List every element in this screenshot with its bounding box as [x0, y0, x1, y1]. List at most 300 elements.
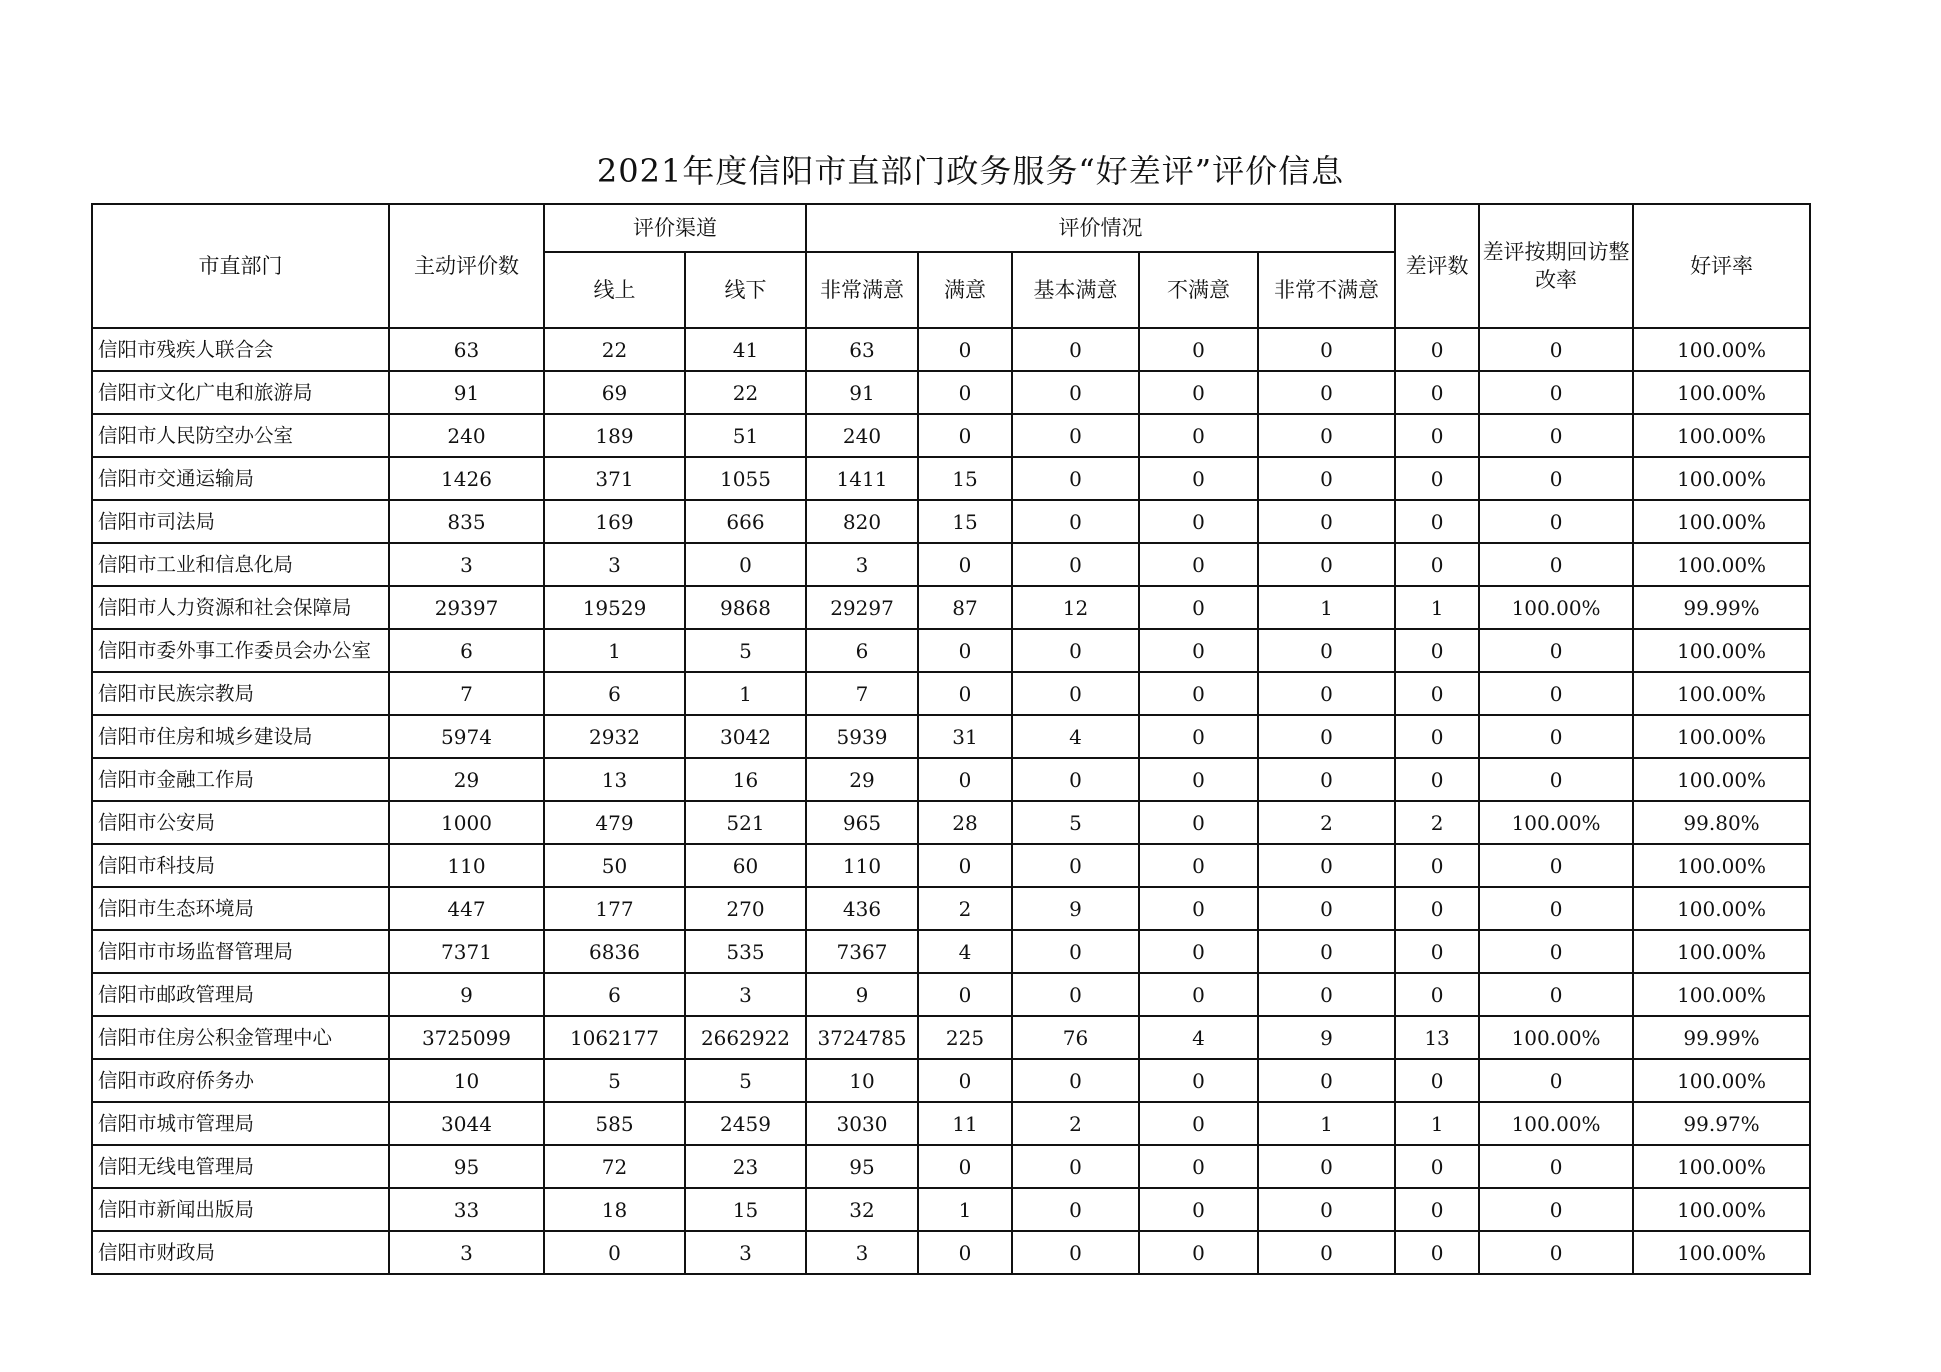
unsatisfied-cell: 0 — [1139, 1102, 1258, 1145]
very-satisfied-cell: 820 — [806, 500, 918, 543]
online-cell: 13 — [544, 758, 685, 801]
basic-satisfied-cell: 0 — [1012, 1145, 1139, 1188]
good-rate-cell: 100.00% — [1633, 973, 1810, 1016]
very-unsatisfied-cell: 0 — [1258, 758, 1395, 801]
rectify-rate-cell: 100.00% — [1479, 586, 1633, 629]
good-rate-cell: 99.97% — [1633, 1102, 1810, 1145]
good-rate-cell: 100.00% — [1633, 758, 1810, 801]
very-satisfied-cell: 436 — [806, 887, 918, 930]
good-rate-cell: 100.00% — [1633, 1188, 1810, 1231]
offline-cell: 1055 — [685, 457, 806, 500]
basic-satisfied-cell: 0 — [1012, 328, 1139, 371]
table-row — [92, 543, 1810, 586]
online-cell: 177 — [544, 887, 685, 930]
very-unsatisfied-cell: 0 — [1258, 371, 1395, 414]
very-satisfied-cell: 5939 — [806, 715, 918, 758]
satisfied-cell: 4 — [918, 930, 1012, 973]
online-cell: 6 — [544, 973, 685, 1016]
online-cell: 22 — [544, 328, 685, 371]
satisfied-cell: 225 — [918, 1016, 1012, 1059]
unsatisfied-cell: 0 — [1139, 1231, 1258, 1274]
unsatisfied-cell: 0 — [1139, 973, 1258, 1016]
satisfied-cell: 15 — [918, 457, 1012, 500]
dept-cell: 信阳市残疾人联合会 — [92, 328, 389, 371]
very-unsatisfied-cell: 0 — [1258, 1231, 1395, 1274]
good-rate-cell: 100.00% — [1633, 844, 1810, 887]
unsatisfied-cell: 0 — [1139, 801, 1258, 844]
satisfied-cell: 0 — [918, 844, 1012, 887]
header-very-satisfied: 非常满意 — [806, 252, 918, 328]
active-count-cell: 6 — [389, 629, 544, 672]
very-satisfied-cell: 1411 — [806, 457, 918, 500]
header-unsatisfied: 不满意 — [1139, 252, 1258, 328]
bad-count-cell: 0 — [1395, 1145, 1479, 1188]
header-basic-satisfied: 基本满意 — [1012, 252, 1139, 328]
table-row — [92, 844, 1810, 887]
basic-satisfied-cell: 0 — [1012, 1188, 1139, 1231]
bad-count-cell: 0 — [1395, 930, 1479, 973]
very-satisfied-cell: 10 — [806, 1059, 918, 1102]
evaluation-table — [91, 203, 1811, 1275]
very-unsatisfied-cell: 0 — [1258, 1145, 1395, 1188]
satisfied-cell: 0 — [918, 371, 1012, 414]
online-cell: 2932 — [544, 715, 685, 758]
very-unsatisfied-cell: 0 — [1258, 328, 1395, 371]
rectify-rate-cell: 0 — [1479, 371, 1633, 414]
dept-cell: 信阳市财政局 — [92, 1231, 389, 1274]
unsatisfied-cell: 0 — [1139, 629, 1258, 672]
very-unsatisfied-cell: 0 — [1258, 930, 1395, 973]
very-unsatisfied-cell: 0 — [1258, 715, 1395, 758]
online-cell: 0 — [544, 1231, 685, 1274]
table-row — [92, 887, 1810, 930]
offline-cell: 270 — [685, 887, 806, 930]
offline-cell: 3 — [685, 1231, 806, 1274]
satisfied-cell: 1 — [918, 1188, 1012, 1231]
very-satisfied-cell: 7 — [806, 672, 918, 715]
very-unsatisfied-cell: 1 — [1258, 1102, 1395, 1145]
satisfied-cell: 15 — [918, 500, 1012, 543]
table-row — [92, 715, 1810, 758]
table-row — [92, 1016, 1810, 1059]
online-cell: 169 — [544, 500, 685, 543]
dept-cell: 信阳市司法局 — [92, 500, 389, 543]
table-row — [92, 801, 1810, 844]
offline-cell: 41 — [685, 328, 806, 371]
active-count-cell: 7 — [389, 672, 544, 715]
active-count-cell: 835 — [389, 500, 544, 543]
very-unsatisfied-cell: 0 — [1258, 887, 1395, 930]
dept-cell: 信阳市委外事工作委员会办公室 — [92, 629, 389, 672]
header-satisfied: 满意 — [918, 252, 1012, 328]
active-count-cell: 7371 — [389, 930, 544, 973]
offline-cell: 0 — [685, 543, 806, 586]
good-rate-cell: 100.00% — [1633, 328, 1810, 371]
rectify-rate-cell: 0 — [1479, 543, 1633, 586]
dept-cell: 信阳市文化广电和旅游局 — [92, 371, 389, 414]
very-unsatisfied-cell: 0 — [1258, 629, 1395, 672]
rectify-rate-cell: 0 — [1479, 844, 1633, 887]
good-rate-cell: 100.00% — [1633, 629, 1810, 672]
bad-count-cell: 0 — [1395, 328, 1479, 371]
online-cell: 479 — [544, 801, 685, 844]
basic-satisfied-cell: 0 — [1012, 1231, 1139, 1274]
table-row — [92, 371, 1810, 414]
online-cell: 189 — [544, 414, 685, 457]
active-count-cell: 29397 — [389, 586, 544, 629]
active-count-cell: 9 — [389, 973, 544, 1016]
header-bad-count: 差评数 — [1395, 204, 1479, 328]
good-rate-cell: 100.00% — [1633, 371, 1810, 414]
table-row — [92, 586, 1810, 629]
table-row — [92, 500, 1810, 543]
active-count-cell: 91 — [389, 371, 544, 414]
unsatisfied-cell: 0 — [1139, 844, 1258, 887]
bad-count-cell: 0 — [1395, 758, 1479, 801]
rectify-rate-cell: 0 — [1479, 1145, 1633, 1188]
online-cell: 50 — [544, 844, 685, 887]
offline-cell: 9868 — [685, 586, 806, 629]
satisfied-cell: 0 — [918, 414, 1012, 457]
bad-count-cell: 1 — [1395, 586, 1479, 629]
table-row — [92, 672, 1810, 715]
header-very-unsatisfied: 非常不满意 — [1258, 252, 1395, 328]
satisfied-cell: 0 — [918, 328, 1012, 371]
good-rate-cell: 100.00% — [1633, 672, 1810, 715]
very-satisfied-cell: 3 — [806, 543, 918, 586]
satisfied-cell: 0 — [918, 973, 1012, 1016]
satisfied-cell: 0 — [918, 672, 1012, 715]
bad-count-cell: 0 — [1395, 543, 1479, 586]
bad-count-cell: 0 — [1395, 457, 1479, 500]
unsatisfied-cell: 0 — [1139, 543, 1258, 586]
very-satisfied-cell: 63 — [806, 328, 918, 371]
online-cell: 6836 — [544, 930, 685, 973]
very-unsatisfied-cell: 0 — [1258, 543, 1395, 586]
bad-count-cell: 2 — [1395, 801, 1479, 844]
very-satisfied-cell: 32 — [806, 1188, 918, 1231]
page-title: 2021年度信阳市直部门政务服务“好差评”评价信息 — [596, 152, 1345, 190]
offline-cell: 1 — [685, 672, 806, 715]
table-row — [92, 414, 1810, 457]
unsatisfied-cell: 0 — [1139, 1145, 1258, 1188]
table-row — [92, 1188, 1810, 1231]
very-unsatisfied-cell: 0 — [1258, 973, 1395, 1016]
basic-satisfied-cell: 0 — [1012, 543, 1139, 586]
dept-cell: 信阳市邮政管理局 — [92, 973, 389, 1016]
good-rate-cell: 100.00% — [1633, 1059, 1810, 1102]
table-body — [92, 328, 1810, 1274]
basic-satisfied-cell: 4 — [1012, 715, 1139, 758]
active-count-cell: 5974 — [389, 715, 544, 758]
good-rate-cell: 100.00% — [1633, 414, 1810, 457]
online-cell: 585 — [544, 1102, 685, 1145]
good-rate-cell: 100.00% — [1633, 1145, 1810, 1188]
unsatisfied-cell: 0 — [1139, 500, 1258, 543]
active-count-cell: 1426 — [389, 457, 544, 500]
dept-cell: 信阳市交通运输局 — [92, 457, 389, 500]
rectify-rate-cell: 100.00% — [1479, 801, 1633, 844]
very-satisfied-cell: 29 — [806, 758, 918, 801]
very-satisfied-cell: 240 — [806, 414, 918, 457]
good-rate-cell: 99.99% — [1633, 586, 1810, 629]
rectify-rate-cell: 0 — [1479, 715, 1633, 758]
unsatisfied-cell: 0 — [1139, 887, 1258, 930]
very-satisfied-cell: 7367 — [806, 930, 918, 973]
offline-cell: 5 — [685, 629, 806, 672]
very-satisfied-cell: 29297 — [806, 586, 918, 629]
online-cell: 1 — [544, 629, 685, 672]
unsatisfied-cell: 0 — [1139, 930, 1258, 973]
rectify-rate-cell: 0 — [1479, 672, 1633, 715]
unsatisfied-cell: 0 — [1139, 758, 1258, 801]
basic-satisfied-cell: 0 — [1012, 758, 1139, 801]
table-header — [92, 204, 1810, 328]
bad-count-cell: 13 — [1395, 1016, 1479, 1059]
online-cell: 19529 — [544, 586, 685, 629]
dept-cell: 信阳市工业和信息化局 — [92, 543, 389, 586]
satisfied-cell: 0 — [918, 629, 1012, 672]
very-unsatisfied-cell: 0 — [1258, 500, 1395, 543]
table-row — [92, 1059, 1810, 1102]
offline-cell: 2662922 — [685, 1016, 806, 1059]
dept-cell: 信阳市市场监督管理局 — [92, 930, 389, 973]
satisfied-cell: 11 — [918, 1102, 1012, 1145]
bad-count-cell: 0 — [1395, 500, 1479, 543]
rectify-rate-cell: 100.00% — [1479, 1016, 1633, 1059]
online-cell: 6 — [544, 672, 685, 715]
very-unsatisfied-cell: 2 — [1258, 801, 1395, 844]
unsatisfied-cell: 0 — [1139, 1188, 1258, 1231]
bad-count-cell: 1 — [1395, 1102, 1479, 1145]
header-dept: 市直部门 — [92, 204, 389, 328]
offline-cell: 16 — [685, 758, 806, 801]
basic-satisfied-cell: 0 — [1012, 629, 1139, 672]
dept-cell: 信阳市公安局 — [92, 801, 389, 844]
unsatisfied-cell: 4 — [1139, 1016, 1258, 1059]
offline-cell: 15 — [685, 1188, 806, 1231]
rectify-rate-cell: 0 — [1479, 758, 1633, 801]
offline-cell: 521 — [685, 801, 806, 844]
very-satisfied-cell: 3030 — [806, 1102, 918, 1145]
bad-count-cell: 0 — [1395, 715, 1479, 758]
rectify-rate-cell: 0 — [1479, 1231, 1633, 1274]
header-active-count: 主动评价数 — [389, 204, 544, 328]
good-rate-cell: 100.00% — [1633, 500, 1810, 543]
active-count-cell: 33 — [389, 1188, 544, 1231]
rectify-rate-cell: 0 — [1479, 973, 1633, 1016]
header-channel: 评价渠道 — [544, 204, 806, 252]
very-satisfied-cell: 110 — [806, 844, 918, 887]
bad-count-cell: 0 — [1395, 844, 1479, 887]
table-row — [92, 629, 1810, 672]
satisfied-cell: 0 — [918, 1059, 1012, 1102]
table-row — [92, 973, 1810, 1016]
very-satisfied-cell: 9 — [806, 973, 918, 1016]
bad-count-cell: 0 — [1395, 629, 1479, 672]
active-count-cell: 29 — [389, 758, 544, 801]
unsatisfied-cell: 0 — [1139, 328, 1258, 371]
basic-satisfied-cell: 0 — [1012, 500, 1139, 543]
active-count-cell: 3 — [389, 543, 544, 586]
very-unsatisfied-cell: 0 — [1258, 457, 1395, 500]
offline-cell: 3 — [685, 973, 806, 1016]
dept-cell: 信阳市民族宗教局 — [92, 672, 389, 715]
good-rate-cell: 100.00% — [1633, 457, 1810, 500]
good-rate-cell: 100.00% — [1633, 715, 1810, 758]
offline-cell: 60 — [685, 844, 806, 887]
basic-satisfied-cell: 0 — [1012, 457, 1139, 500]
dept-cell: 信阳市城市管理局 — [92, 1102, 389, 1145]
online-cell: 69 — [544, 371, 685, 414]
satisfied-cell: 28 — [918, 801, 1012, 844]
dept-cell: 信阳市人民防空办公室 — [92, 414, 389, 457]
active-count-cell: 3 — [389, 1231, 544, 1274]
basic-satisfied-cell: 76 — [1012, 1016, 1139, 1059]
dept-cell: 信阳无线电管理局 — [92, 1145, 389, 1188]
rectify-rate-cell: 0 — [1479, 500, 1633, 543]
very-unsatisfied-cell: 1 — [1258, 586, 1395, 629]
bad-count-cell: 0 — [1395, 1231, 1479, 1274]
basic-satisfied-cell: 2 — [1012, 1102, 1139, 1145]
table-row — [92, 930, 1810, 973]
very-satisfied-cell: 3 — [806, 1231, 918, 1274]
basic-satisfied-cell: 0 — [1012, 930, 1139, 973]
satisfied-cell: 0 — [918, 758, 1012, 801]
basic-satisfied-cell: 0 — [1012, 414, 1139, 457]
good-rate-cell: 99.99% — [1633, 1016, 1810, 1059]
bad-count-cell: 0 — [1395, 973, 1479, 1016]
table-row — [92, 758, 1810, 801]
unsatisfied-cell: 0 — [1139, 672, 1258, 715]
rectify-rate-cell: 0 — [1479, 328, 1633, 371]
header-rectify-rate: 差评按期回访整改率 — [1479, 204, 1633, 328]
online-cell: 18 — [544, 1188, 685, 1231]
header-online: 线上 — [544, 252, 685, 328]
basic-satisfied-cell: 9 — [1012, 887, 1139, 930]
unsatisfied-cell: 0 — [1139, 1059, 1258, 1102]
very-satisfied-cell: 965 — [806, 801, 918, 844]
dept-cell: 信阳市科技局 — [92, 844, 389, 887]
unsatisfied-cell: 0 — [1139, 715, 1258, 758]
unsatisfied-cell: 0 — [1139, 371, 1258, 414]
very-unsatisfied-cell: 0 — [1258, 672, 1395, 715]
basic-satisfied-cell: 0 — [1012, 844, 1139, 887]
rectify-rate-cell: 0 — [1479, 887, 1633, 930]
dept-cell: 信阳市住房和城乡建设局 — [92, 715, 389, 758]
offline-cell: 5 — [685, 1059, 806, 1102]
satisfied-cell: 0 — [918, 543, 1012, 586]
unsatisfied-cell: 0 — [1139, 586, 1258, 629]
table-row — [92, 1231, 1810, 1274]
rectify-rate-cell: 100.00% — [1479, 1102, 1633, 1145]
online-cell: 3 — [544, 543, 685, 586]
active-count-cell: 110 — [389, 844, 544, 887]
header-situation: 评价情况 — [806, 204, 1395, 252]
basic-satisfied-cell: 0 — [1012, 371, 1139, 414]
very-unsatisfied-cell: 0 — [1258, 844, 1395, 887]
active-count-cell: 3044 — [389, 1102, 544, 1145]
very-unsatisfied-cell: 0 — [1258, 1188, 1395, 1231]
active-count-cell: 240 — [389, 414, 544, 457]
basic-satisfied-cell: 5 — [1012, 801, 1139, 844]
table-row — [92, 328, 1810, 371]
offline-cell: 22 — [685, 371, 806, 414]
satisfied-cell: 2 — [918, 887, 1012, 930]
rectify-rate-cell: 0 — [1479, 457, 1633, 500]
offline-cell: 2459 — [685, 1102, 806, 1145]
active-count-cell: 1000 — [389, 801, 544, 844]
bad-count-cell: 0 — [1395, 672, 1479, 715]
rectify-rate-cell: 0 — [1479, 629, 1633, 672]
bad-count-cell: 0 — [1395, 887, 1479, 930]
rectify-rate-cell: 0 — [1479, 1059, 1633, 1102]
table-row — [92, 1145, 1810, 1188]
offline-cell: 23 — [685, 1145, 806, 1188]
header-good-rate: 好评率 — [1633, 204, 1810, 328]
satisfied-cell: 0 — [918, 1231, 1012, 1274]
dept-cell: 信阳市新闻出版局 — [92, 1188, 389, 1231]
good-rate-cell: 99.80% — [1633, 801, 1810, 844]
very-satisfied-cell: 91 — [806, 371, 918, 414]
basic-satisfied-cell: 0 — [1012, 973, 1139, 1016]
online-cell: 371 — [544, 457, 685, 500]
offline-cell: 51 — [685, 414, 806, 457]
satisfied-cell: 87 — [918, 586, 1012, 629]
unsatisfied-cell: 0 — [1139, 457, 1258, 500]
online-cell: 5 — [544, 1059, 685, 1102]
good-rate-cell: 100.00% — [1633, 543, 1810, 586]
very-unsatisfied-cell: 0 — [1258, 1059, 1395, 1102]
bad-count-cell: 0 — [1395, 371, 1479, 414]
offline-cell: 535 — [685, 930, 806, 973]
good-rate-cell: 100.00% — [1633, 930, 1810, 973]
table-row — [92, 1102, 1810, 1145]
active-count-cell: 10 — [389, 1059, 544, 1102]
online-cell: 72 — [544, 1145, 685, 1188]
very-satisfied-cell: 3724785 — [806, 1016, 918, 1059]
very-unsatisfied-cell: 9 — [1258, 1016, 1395, 1059]
rectify-rate-cell: 0 — [1479, 414, 1633, 457]
offline-cell: 3042 — [685, 715, 806, 758]
rectify-rate-cell: 0 — [1479, 1188, 1633, 1231]
dept-cell: 信阳市金融工作局 — [92, 758, 389, 801]
active-count-cell: 95 — [389, 1145, 544, 1188]
basic-satisfied-cell: 0 — [1012, 1059, 1139, 1102]
very-satisfied-cell: 95 — [806, 1145, 918, 1188]
dept-cell: 信阳市生态环境局 — [92, 887, 389, 930]
very-unsatisfied-cell: 0 — [1258, 414, 1395, 457]
dept-cell: 信阳市政府侨务办 — [92, 1059, 389, 1102]
very-satisfied-cell: 6 — [806, 629, 918, 672]
satisfied-cell: 31 — [918, 715, 1012, 758]
basic-satisfied-cell: 12 — [1012, 586, 1139, 629]
header-offline: 线下 — [685, 252, 806, 328]
bad-count-cell: 0 — [1395, 1059, 1479, 1102]
good-rate-cell: 100.00% — [1633, 887, 1810, 930]
offline-cell: 666 — [685, 500, 806, 543]
good-rate-cell: 100.00% — [1633, 1231, 1810, 1274]
active-count-cell: 447 — [389, 887, 544, 930]
active-count-cell: 3725099 — [389, 1016, 544, 1059]
unsatisfied-cell: 0 — [1139, 414, 1258, 457]
satisfied-cell: 0 — [918, 1145, 1012, 1188]
basic-satisfied-cell: 0 — [1012, 672, 1139, 715]
dept-cell: 信阳市住房公积金管理中心 — [92, 1016, 389, 1059]
rectify-rate-cell: 0 — [1479, 930, 1633, 973]
active-count-cell: 63 — [389, 328, 544, 371]
bad-count-cell: 0 — [1395, 414, 1479, 457]
